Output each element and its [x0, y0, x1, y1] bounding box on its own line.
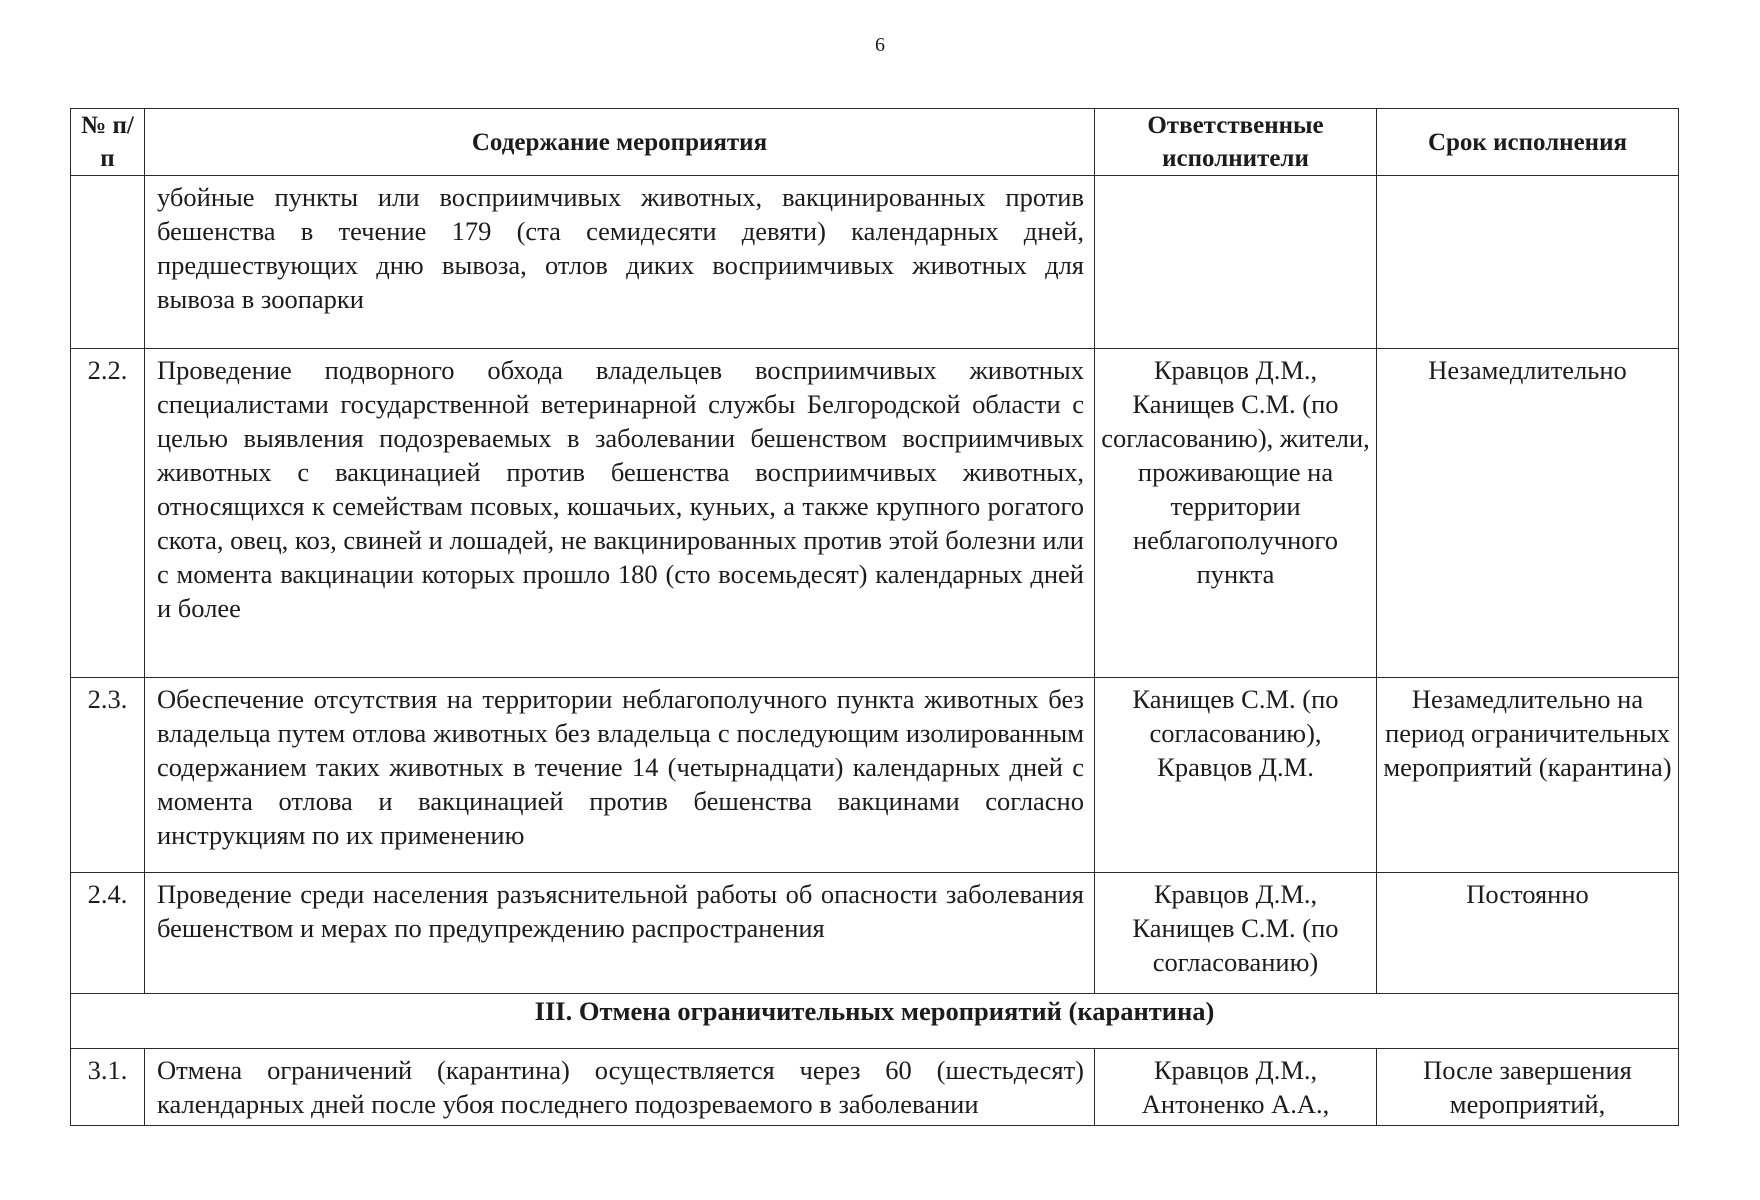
table-row: [71, 678, 1679, 873]
section-title: III. Отмена ограничительных мероприятий (карантина): [71, 994, 1679, 1049]
row-content: Проведение подворного обхода владельцев восприимчивых животных специалистами государственной ветеринарной службы Белгородской области с целью выявления подозреваемых в заболевании бешенством восприимчивых животных с вакцинацией против бешенства восприимчивых животных, относящихся к семействам псовых, кошачьих, куньих, а также крупного рогатого скота, овец, коз, свиней и лошадей, не вакцинированных против этой болезни или с момента вакцинации которых прошло 180 (сто восемьдесят) календарных дней и более: [145, 349, 1095, 678]
row-num: 2.2.: [71, 349, 145, 678]
header-responsible: Ответственные исполнители: [1095, 109, 1377, 176]
row-num: 2.3.: [71, 678, 145, 873]
row-responsible: Канищев С.М. (по согласованию), Кравцов Д.М.: [1095, 678, 1377, 873]
row-content: Отмена ограничений (карантина) осуществляется через 60 (шестьдесят) календарных дней после убоя последнего подозреваемого в заболевании: [145, 1049, 1095, 1126]
row-content: Обеспечение отсутствия на территории неблагополучного пункта животных без владельца путем отлова животных без владельца с последующим изолированным содержанием таких животных в течение 14 (четырнадцати) календарных дней с момента отлова и вакцинацией против бешенства вакцинами согласно инструкциям по их применению: [145, 678, 1095, 873]
table-row: [71, 176, 1679, 349]
row-deadline: [1377, 176, 1679, 349]
row-num: [71, 176, 145, 349]
table-row: [71, 349, 1679, 678]
row-responsible: Кравцов Д.М., Канищев С.М. (по согласованию), жители, проживающие на территории неблагополучного пункта: [1095, 349, 1377, 678]
header-deadline: Срок исполнения: [1377, 109, 1679, 176]
table-row: [71, 873, 1679, 994]
header-content: Содержание мероприятия: [145, 109, 1095, 176]
row-num: 2.4.: [71, 873, 145, 994]
page-number: 6: [875, 34, 885, 56]
header-num: № п/п: [71, 109, 145, 176]
row-deadline: Незамедлительно на период ограничительных мероприятий (карантина): [1377, 678, 1679, 873]
row-deadline: Постоянно: [1377, 873, 1679, 994]
row-responsible: Кравцов Д.М., Антоненко А.А.,: [1095, 1049, 1377, 1126]
measures-table: [70, 108, 1679, 1126]
row-responsible: [1095, 176, 1377, 349]
row-deadline: После завершения мероприятий,: [1377, 1049, 1679, 1126]
row-deadline: Незамедлительно: [1377, 349, 1679, 678]
row-content: убойные пункты или восприимчивых животных, вакцинированных против бешенства в течение 179 (ста семидесяти девяти) календарных дней, предшествующих дню вывоза, отлов диких восприимчивых животных для вывоза в зоопарки: [145, 176, 1095, 349]
section-row: [71, 994, 1679, 1049]
row-responsible: Кравцов Д.М., Канищев С.М. (по согласованию): [1095, 873, 1377, 994]
table-row: [71, 1049, 1679, 1126]
row-content: Проведение среди населения разъяснительной работы об опасности заболевания бешенством и мерах по предупреждению распространения: [145, 873, 1095, 994]
row-num: 3.1.: [71, 1049, 145, 1126]
table-header-row: [71, 109, 1679, 176]
